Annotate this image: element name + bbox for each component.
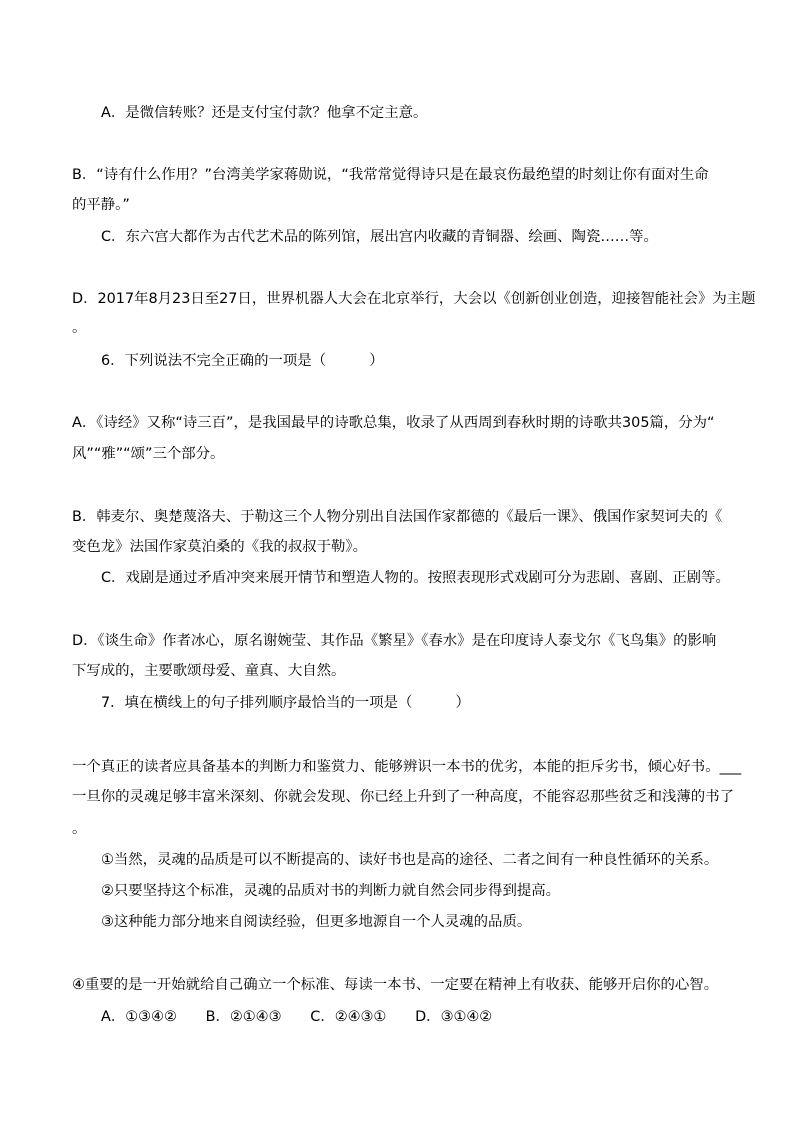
q5-option-d-line1: D．2017年8月23日至27日，世界机器人大会在北京举行，大会以《创新创业创造，迎接智能社会》为主题: [72, 291, 756, 307]
q5-option-b-line2: 的平静。”: [72, 197, 130, 213]
q7-passage-line3: 。: [72, 821, 87, 837]
q7-sentence-4: ④重要的是一开始就给自己确立一个标准、每读一本书、一定要在精神上有收获、能够开启你的心智。: [72, 977, 719, 993]
q6-option-d-line2: 下写成的，主要歌颂母爱、童真、大自然。: [72, 663, 346, 679]
q5-option-a: A．是微信转账？还是支付宝付款？他拿不定主意。: [101, 105, 428, 121]
q7-sentence-1: ①当然，灵魂的品质是可以不断提高的、读好书也是高的途径、二者之间有一种良性循环的关系。: [101, 852, 719, 868]
q5-option-d-line2: 。: [72, 320, 87, 336]
q6-option-d-line1: D．《谈生命》作者冰心，原名谢婉莹、其作品《繁星》《春水》是在印度诗人泰戈尔《飞鸟集》的影响: [72, 633, 717, 649]
q6-option-b-line1: B．韩麦尔、奥楚蔑洛夫、于勒这三个人物分别出自法国作家都德的《最后一课》、俄国作家契诃夫的《: [72, 509, 723, 525]
q6-option-a-line2: 风”“雅”“颂”三个部分。: [72, 446, 225, 462]
q6-stem: 6．下列说法不完全正确的一项是（ ）: [101, 353, 384, 369]
q5-option-b-line1: B．“诗有什么作用？”台湾美学家蒋勋说，“我常常觉得诗只是在最哀伤最绝望的时刻让你有面对生命: [72, 167, 709, 183]
q7-stem: 7．填在横线上的句子排列顺序最恰当的一项是（ ）: [101, 695, 470, 711]
q7-sentence-2: ②只要坚持这个标准，灵魂的品质对书的判断力就自然会同步得到提高。: [101, 883, 561, 899]
q7-passage-line1: 一个真正的读者应具备基本的判断力和鉴赏力、能够辨识一本书的优劣，本能的拒斥劣书，倾心好书。___: [72, 759, 742, 775]
q5-option-c: C．东六宫大都作为古代艺术品的陈列馆，展出宫内收藏的青铜器、绘画、陶瓷……等。: [101, 229, 658, 245]
q6-option-c: C．戏剧是通过矛盾冲突来展开情节和塑造人物的。按照表现形式戏剧可分为悲剧、喜剧、正剧等。: [101, 570, 730, 586]
q6-option-a-line1: A．《诗经》又称“诗三百”，是我国最早的诗歌总集，收录了从西周到春秋时期的诗歌共305篇，分为“: [72, 415, 715, 431]
q7-choices: A．①③④② B．②①④③ C．②④③① D．③①④②: [101, 1009, 493, 1025]
q7-sentence-3: ③这种能力部分地来自阅读经验，但更多地源自一个人灵魂的品质。: [101, 914, 532, 930]
q6-option-b-line2: 变色龙》法国作家莫泊桑的《我的叔叔于勒》。: [72, 539, 368, 555]
q7-passage-line2: 一旦你的灵魂足够丰富米深刻、你就会发现、你已经上升到了一种高度，不能容忍那些贫乏和浅薄的书了: [72, 789, 734, 805]
